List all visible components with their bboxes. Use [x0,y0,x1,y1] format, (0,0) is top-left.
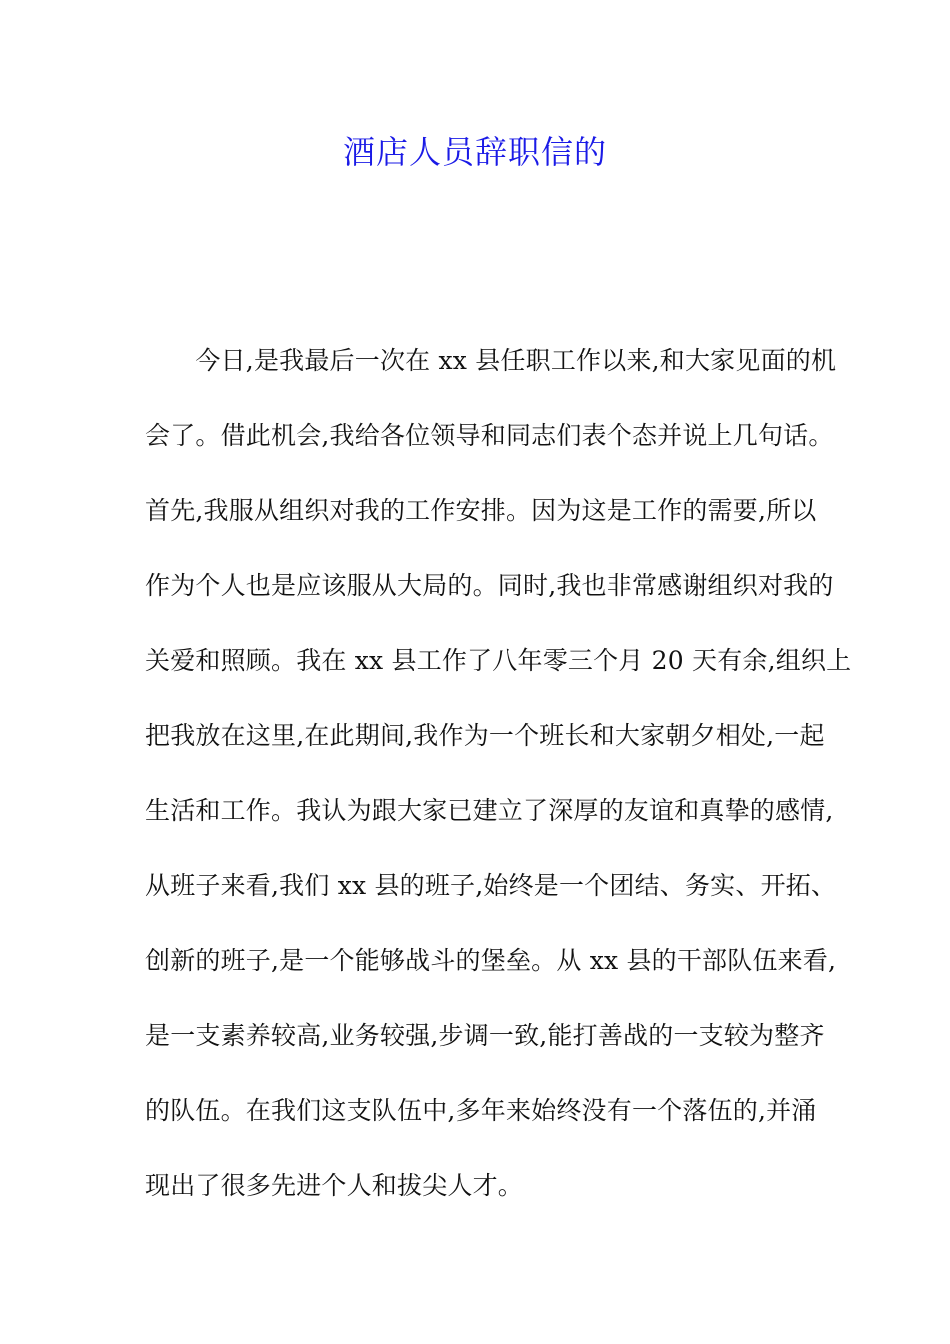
body-line: 首先,我服从组织对我的工作安排。因为这是工作的需要,所以 [145,496,817,525]
body-line: 从班子来看,我们 xx 县的班子,始终是一个团结、务实、开拓、 [145,871,837,900]
body-line: 今日,是我最后一次在 xx 县任职工作以来,和大家见面的机 [145,346,837,375]
body-line: 生活和工作。我认为跟大家已建立了深厚的友谊和真挚的感情, [145,796,834,825]
document-body [145,336,852,1236]
body-line: 把我放在这里,在此期间,我作为一个班长和大家朝夕相处,一起 [145,721,825,750]
document-title: 酒店人员辞职信的 [342,133,607,171]
body-line: 是一支素养较高,业务较强,步调一致,能打善战的一支较为整齐 [145,1021,825,1050]
body-line: 创新的班子,是一个能够战斗的堡垒。从 xx 县的干部队伍来看, [145,946,837,975]
body-line: 的队伍。在我们这支队伍中,多年来始终没有一个落伍的,并涌 [145,1096,817,1125]
body-line: 现出了很多先进个人和拔尖人才。 [145,1171,524,1200]
body-line: 会了。借此机会,我给各位领导和同志们表个态并说上几句话。 [145,421,834,450]
body-line: 关爱和照顾。我在 xx 县工作了八年零三个月 20 天有余,组织上 [145,646,852,675]
body-line: 作为个人也是应该服从大局的。同时,我也非常感谢组织对我的 [145,571,834,600]
